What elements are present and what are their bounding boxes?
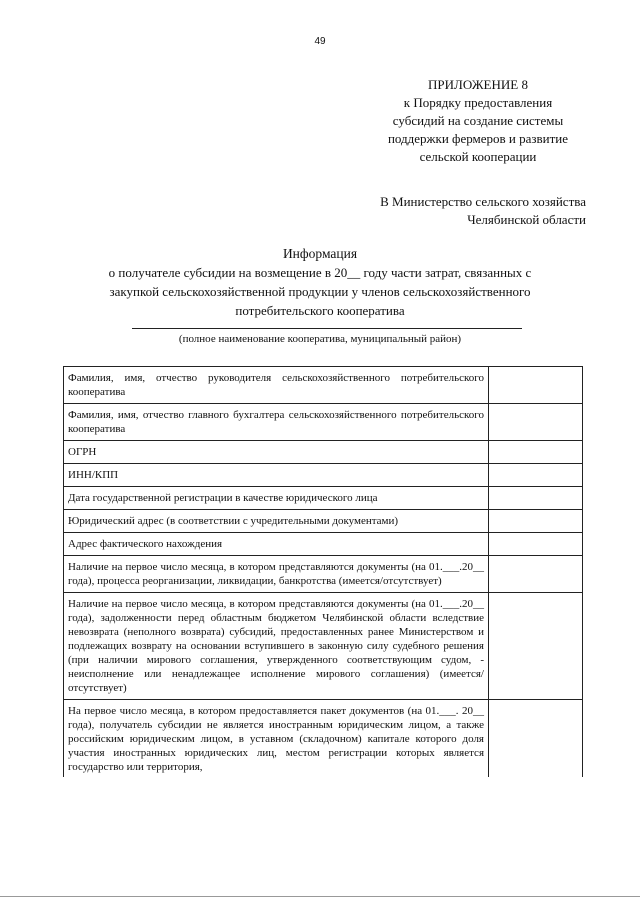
- table-row: [64, 464, 583, 487]
- table-row: [64, 487, 583, 510]
- row-label: Юридический адрес (в соответствии с учредительными документами): [64, 510, 489, 533]
- row-value-cell[interactable]: [489, 593, 583, 700]
- page-number: 49: [314, 36, 326, 47]
- row-label: ИНН/КПП: [64, 464, 489, 487]
- table-row: [64, 367, 583, 404]
- table-row: [64, 593, 583, 700]
- table-row: [64, 404, 583, 441]
- row-value-cell[interactable]: [489, 487, 583, 510]
- row-value-cell[interactable]: [489, 556, 583, 593]
- subtitle-line: потребительского кооператива: [235, 303, 405, 318]
- coop-name-caption: (полное наименование кооператива, муниципальный район): [178, 333, 462, 345]
- addressee-line: В Министерство сельского хозяйства: [380, 194, 586, 209]
- document-title: Информация: [282, 246, 358, 261]
- appendix-line: к Порядку предоставления: [403, 95, 553, 110]
- row-value-cell[interactable]: [489, 700, 583, 778]
- row-value-cell[interactable]: [489, 404, 583, 441]
- appendix-line: поддержки фермеров и развитие: [387, 131, 569, 146]
- table-row: [64, 700, 583, 778]
- row-label: ОГРН: [64, 441, 489, 464]
- row-label: Наличие на первое число месяца, в котором представляются документы (на 01.___.20__ года), задолженности перед областным бюджетом Челябинской области вследствие невозврата (неполного возврата) субсидий, предоставленных ранее Министерством и подлежащих возврату на основании вступившего в законную силу судебного решения (при наличии мирового соглашения, утвержденного соответствующим судом, - неисполнение или ненадлежащее исполнение мирового соглашения) (имеется/отсутствует): [64, 593, 489, 700]
- table-row: [64, 441, 583, 464]
- appendix-line: сельской кооперации: [419, 149, 537, 164]
- document-subtitle: [60, 263, 580, 320]
- row-label: Адрес фактического нахождения: [64, 533, 489, 556]
- row-label: Фамилия, имя, отчество главного бухгалтера сельскохозяйственного потребительского кооператива: [64, 404, 489, 441]
- row-value-cell[interactable]: [489, 441, 583, 464]
- table-row: [64, 556, 583, 593]
- row-value-cell[interactable]: [489, 533, 583, 556]
- appendix-header: [360, 76, 596, 166]
- row-label: Наличие на первое число месяца, в котором представляются документы (на 01.___.20__ года), процесса реорганизации, ликвидации, банкротства (имеется/отсутствует): [64, 556, 489, 593]
- row-value-cell[interactable]: [489, 367, 583, 404]
- subtitle-line: закупкой сельскохозяйственной продукции у членов сельскохозяйственного: [109, 284, 531, 299]
- addressee-block: [380, 193, 586, 229]
- info-table: [63, 366, 583, 777]
- coop-name-field-line[interactable]: [132, 328, 522, 329]
- table-row: [64, 533, 583, 556]
- appendix-line: субсидий на создание системы: [392, 113, 564, 128]
- table-row: [64, 510, 583, 533]
- row-value-cell[interactable]: [489, 510, 583, 533]
- subtitle-line: о получателе субсидии на возмещение в 20__ году части затрат, связанных с: [108, 265, 532, 280]
- row-value-cell[interactable]: [489, 464, 583, 487]
- row-label: Дата государственной регистрации в качестве юридического лица: [64, 487, 489, 510]
- row-label: На первое число месяца, в котором предоставляется пакет документов (на 01.___. 20__ года), получатель субсидии не является иностранным юридическим лицом, а также российским юридическим лицом, в уставном (складочном) капитале которого доля участия иностранных юридических лиц, местом регистрации которых является государство или территория,: [64, 700, 489, 778]
- appendix-title: ПРИЛОЖЕНИЕ 8: [428, 77, 528, 92]
- row-label: Фамилия, имя, отчество руководителя сельскохозяйственного потребительского кооператива: [64, 367, 489, 404]
- addressee-line: Челябинской области: [467, 212, 586, 227]
- page-bottom-edge: [0, 896, 640, 897]
